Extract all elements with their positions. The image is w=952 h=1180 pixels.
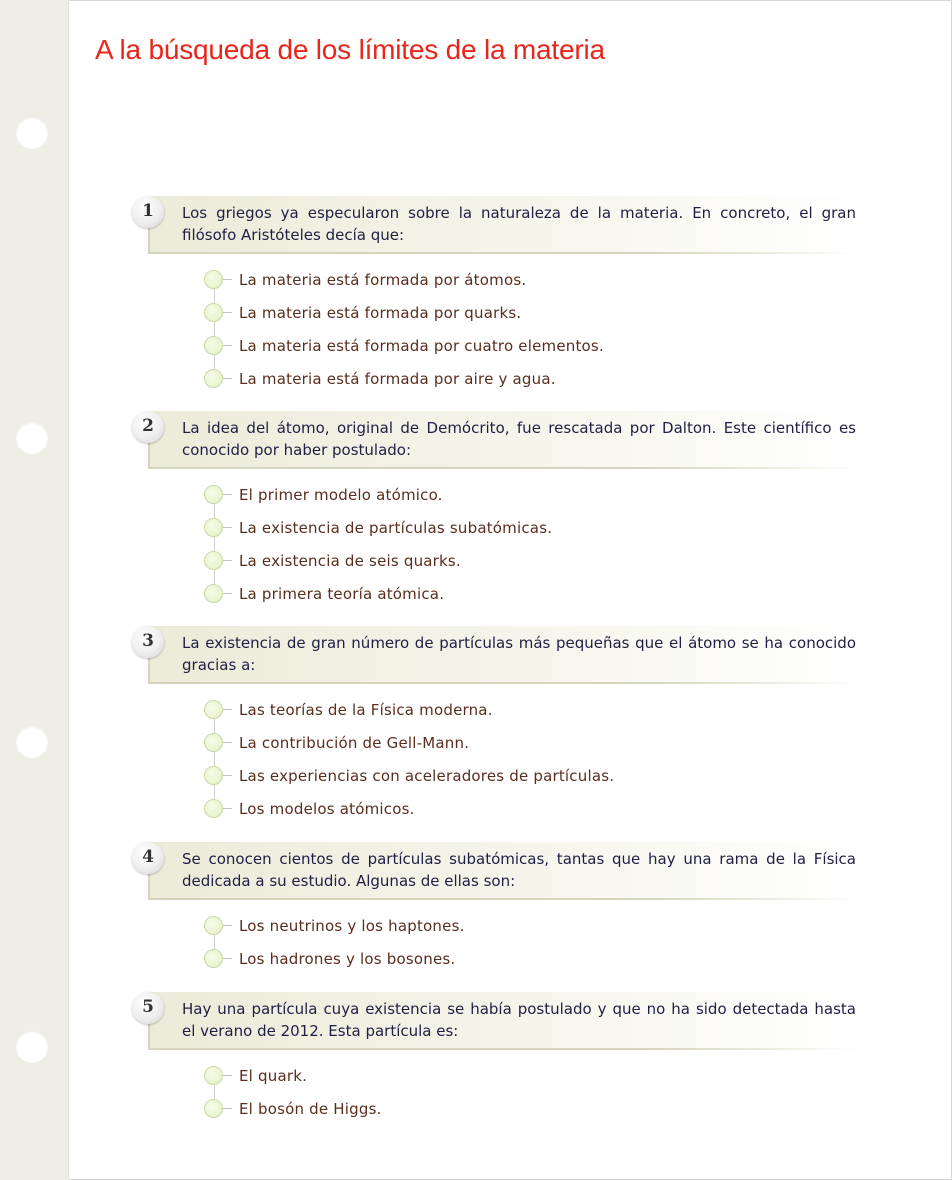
option-item[interactable] <box>130 264 860 297</box>
question-number-badge: 1 <box>132 196 164 228</box>
connector-dash <box>223 1108 232 1109</box>
question-text: La existencia de gran número de partículas más pequeñas que el átomo se ha conocido gracias a: <box>182 634 856 674</box>
connector-dash <box>223 560 232 561</box>
question-2 <box>130 411 860 611</box>
question-number-badge: 5 <box>132 992 164 1024</box>
radio-icon[interactable] <box>204 518 223 537</box>
option-item[interactable] <box>130 694 860 727</box>
option-label[interactable]: La materia está formada por aire y agua. <box>239 370 556 388</box>
radio-icon[interactable] <box>204 336 223 355</box>
option-label[interactable]: El primer modelo atómico. <box>239 486 443 504</box>
option-label[interactable]: Las experiencias con aceleradores de partículas. <box>239 767 615 785</box>
option-item[interactable] <box>130 793 860 826</box>
option-label[interactable]: La existencia de seis quarks. <box>239 552 461 570</box>
options-list <box>130 479 860 611</box>
option-label[interactable]: Los hadrones y los bosones. <box>239 950 456 968</box>
option-label[interactable]: La contribución de Gell-Mann. <box>239 734 470 752</box>
radio-icon[interactable] <box>204 369 223 388</box>
option-label[interactable]: La materia está formada por átomos. <box>239 271 527 289</box>
radio-icon[interactable] <box>204 733 223 752</box>
option-item[interactable] <box>130 545 860 578</box>
option-label[interactable]: Los neutrinos y los haptones. <box>239 917 465 935</box>
radio-icon[interactable] <box>204 700 223 719</box>
connector-dash <box>223 808 232 809</box>
option-item[interactable] <box>130 363 860 396</box>
radio-icon[interactable] <box>204 551 223 570</box>
option-label[interactable]: Las teorías de la Física moderna. <box>239 701 493 719</box>
radio-icon[interactable] <box>204 766 223 785</box>
connector-dash <box>223 527 232 528</box>
radio-icon[interactable] <box>204 949 223 968</box>
question-number-badge: 2 <box>132 411 164 443</box>
connector-dash <box>223 345 232 346</box>
option-item[interactable] <box>130 512 860 545</box>
page-title: A la búsqueda de los límites de la materia <box>95 34 605 65</box>
connector-dash <box>223 1075 232 1076</box>
radio-icon[interactable] <box>204 799 223 818</box>
options-list <box>130 910 860 976</box>
binder-hole <box>16 1031 48 1063</box>
connector-dash <box>223 378 232 379</box>
option-item[interactable] <box>130 910 860 943</box>
question-number-badge: 3 <box>132 626 164 658</box>
question-text: Los griegos ya especularon sobre la naturaleza de la materia. En concreto, el gran filósofo Aristóteles decía que: <box>182 204 856 244</box>
radio-icon[interactable] <box>204 485 223 504</box>
binder-hole <box>16 726 48 758</box>
option-item[interactable] <box>130 1060 860 1093</box>
question-text: Hay una partícula cuya existencia se había postulado y que no ha sido detectada hasta el verano de 2012. Esta partícula es: <box>182 1000 856 1040</box>
options-list <box>130 1060 860 1126</box>
option-label[interactable]: El bosón de Higgs. <box>239 1100 382 1118</box>
question-header <box>148 196 858 254</box>
option-item[interactable] <box>130 727 860 760</box>
question-header <box>148 411 858 469</box>
option-label[interactable]: El quark. <box>239 1067 308 1085</box>
option-label[interactable]: La primera teoría atómica. <box>239 585 445 603</box>
binder-hole <box>16 422 48 454</box>
binder-margin <box>0 0 69 1180</box>
question-number-badge: 4 <box>132 842 164 874</box>
connector-dash <box>223 279 232 280</box>
radio-icon[interactable] <box>204 584 223 603</box>
radio-icon[interactable] <box>204 1099 223 1118</box>
question-1 <box>130 196 860 396</box>
question-3 <box>130 626 860 826</box>
radio-icon[interactable] <box>204 303 223 322</box>
connector-dash <box>223 312 232 313</box>
connector-dash <box>223 494 232 495</box>
option-label[interactable]: La existencia de partículas subatómicas. <box>239 519 553 537</box>
connector-dash <box>223 775 232 776</box>
connector-dash <box>223 742 232 743</box>
question-4 <box>130 842 860 976</box>
option-item[interactable] <box>130 1093 860 1126</box>
radio-icon[interactable] <box>204 1066 223 1085</box>
options-list <box>130 694 860 826</box>
radio-icon[interactable] <box>204 270 223 289</box>
option-label[interactable]: La materia está formada por cuatro elementos. <box>239 337 604 355</box>
option-item[interactable] <box>130 330 860 363</box>
option-item[interactable] <box>130 578 860 611</box>
question-header <box>148 992 858 1050</box>
option-item[interactable] <box>130 760 860 793</box>
options-list <box>130 264 860 396</box>
connector-dash <box>223 593 232 594</box>
connector-dash <box>223 925 232 926</box>
question-5 <box>130 992 860 1126</box>
option-item[interactable] <box>130 943 860 976</box>
question-text: Se conocen cientos de partículas subatómicas, tantas que hay una rama de la Física dedicada a su estudio. Algunas de ellas son: <box>182 850 856 890</box>
question-header <box>148 626 858 684</box>
option-label[interactable]: La materia está formada por quarks. <box>239 304 522 322</box>
question-header <box>148 842 858 900</box>
option-label[interactable]: Los modelos atómicos. <box>239 800 415 818</box>
connector-dash <box>223 958 232 959</box>
option-item[interactable] <box>130 479 860 512</box>
radio-icon[interactable] <box>204 916 223 935</box>
question-text: La idea del átomo, original de Demócrito, fue rescatada por Dalton. Este científico es conocido por haber postulado: <box>182 419 856 459</box>
binder-hole <box>16 117 48 149</box>
option-item[interactable] <box>130 297 860 330</box>
connector-dash <box>223 709 232 710</box>
